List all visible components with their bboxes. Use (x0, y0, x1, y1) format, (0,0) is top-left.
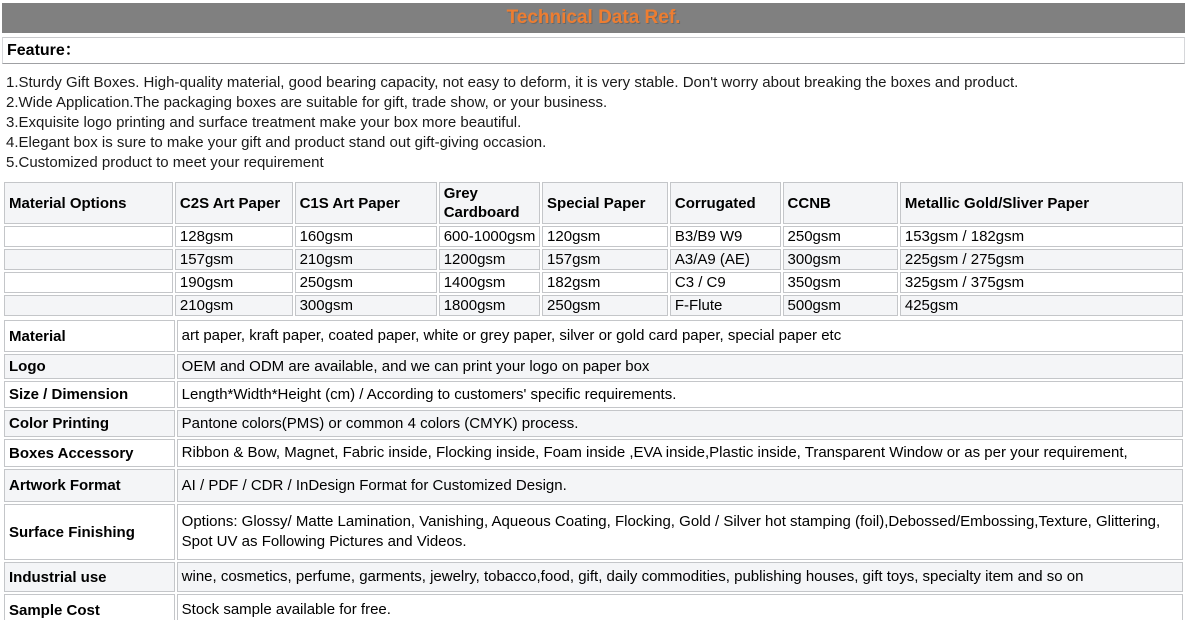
spec-label-sample-cost: Sample Cost (4, 594, 175, 620)
cell: 250gsm (542, 295, 668, 316)
cell: 120gsm (542, 226, 668, 247)
spec-value-sample-cost: Stock sample available for free. (177, 594, 1183, 620)
spec-value-size-dimension: Length*Width*Height (cm) / According to customers' specific requirements. (177, 381, 1183, 408)
spec-value-artwork-format: AI / PDF / CDR / InDesign Format for Customized Design. (177, 469, 1183, 502)
spec-value-industrial-use: wine, cosmetics, perfume, garments, jewelry, tobacco,food, gift, daily commodities, publishing houses, gift toys, specialty item and so on (177, 562, 1183, 592)
feature-heading: Feature： (2, 37, 1185, 64)
feature-item: 4.Elegant box is sure to make your gift and product stand out gift-giving occasion. (6, 134, 547, 151)
cell: 500gsm (783, 295, 898, 316)
cell: 153gsm / 182gsm (900, 226, 1183, 247)
cell (4, 295, 173, 316)
table-row (4, 562, 1183, 592)
cell: 1800gsm (439, 295, 540, 316)
cell: 160gsm (295, 226, 437, 247)
table-row (4, 295, 1183, 316)
spec-value-color-printing: Pantone colors(PMS) or common 4 colors (CMYK) process. (177, 410, 1183, 437)
cell: 300gsm (783, 249, 898, 270)
cell: 350gsm (783, 272, 898, 293)
cell (4, 226, 173, 247)
cell: 190gsm (175, 272, 293, 293)
spec-value-boxes-accessory: Ribbon & Bow, Magnet, Fabric inside, Flocking inside, Foam inside ,EVA inside,Plastic inside, Transparent Window or as per your requirement, (177, 439, 1183, 467)
table-row (4, 354, 1183, 379)
table-row (4, 320, 1183, 352)
spec-label-artwork-format: Artwork Format (4, 469, 175, 502)
cell (4, 249, 173, 270)
cell: 600-1000gsm (439, 226, 540, 247)
column-header-grey-cardboard: Grey Cardboard (439, 182, 540, 224)
spec-value-material: art paper, kraft paper, coated paper, white or grey paper, silver or gold card paper, special paper etc (177, 320, 1183, 352)
cell: 250gsm (783, 226, 898, 247)
table-row (4, 410, 1183, 437)
cell: 157gsm (542, 249, 668, 270)
spec-label-color-printing: Color Printing (4, 410, 175, 437)
column-header-material-options: Material Options (4, 182, 173, 224)
cell: 157gsm (175, 249, 293, 270)
spec-label-boxes-accessory: Boxes Accessory (4, 439, 175, 467)
cell: F-Flute (670, 295, 781, 316)
spec-label-logo: Logo (4, 354, 175, 379)
spec-label-industrial-use: Industrial use (4, 562, 175, 592)
cell: B3/B9 W9 (670, 226, 781, 247)
table-row (4, 381, 1183, 408)
column-header-corrugated: Corrugated (670, 182, 781, 224)
spec-table (2, 318, 1185, 620)
cell: C3 / C9 (670, 272, 781, 293)
table-row (4, 439, 1183, 467)
spec-value-surface-finishing: Options: Glossy/ Matte Lamination, Vanishing, Aqueous Coating, Flocking, Gold / Silver hot stamping (foil),Debossed/Embossing,Texture, Glittering, Spot UV as Following Pictures and Videos. (177, 504, 1183, 560)
table-row (4, 272, 1183, 293)
table-row (4, 249, 1183, 270)
cell: 210gsm (295, 249, 437, 270)
feature-item: 5.Customized product to meet your requirement (6, 154, 324, 171)
cell: 210gsm (175, 295, 293, 316)
feature-list (2, 64, 1185, 180)
table-row (4, 594, 1183, 620)
cell: A3/A9 (AE) (670, 249, 781, 270)
spec-label-material: Material (4, 320, 175, 352)
cell: 182gsm (542, 272, 668, 293)
spec-label-surface-finishing: Surface Finishing (4, 504, 175, 560)
feature-item: 2.Wide Application.The packaging boxes are suitable for gift, trade show, or your business. (6, 94, 608, 111)
table-header-row (4, 182, 1183, 224)
column-header-c1s-art-paper: C1S Art Paper (295, 182, 437, 224)
cell: 300gsm (295, 295, 437, 316)
cell: 425gsm (900, 295, 1183, 316)
feature-item: 1.Sturdy Gift Boxes. High-quality material, good bearing capacity, not easy to deform, it is very stable. Don't worry about breaking the boxes and product. (6, 74, 1019, 91)
cell: 225gsm / 275gsm (900, 249, 1183, 270)
spec-value-logo: OEM and ODM are available, and we can print your logo on paper box (177, 354, 1183, 379)
cell: 128gsm (175, 226, 293, 247)
column-header-ccnb: CCNB (783, 182, 898, 224)
material-options-table (2, 180, 1185, 318)
cell: 1400gsm (439, 272, 540, 293)
cell: 1200gsm (439, 249, 540, 270)
column-header-metallic-paper: Metallic Gold/Sliver Paper (900, 182, 1183, 224)
cell (4, 272, 173, 293)
feature-item: 3.Exquisite logo printing and surface treatment make your box more beautiful. (6, 114, 522, 131)
table-row (4, 469, 1183, 502)
table-row (4, 504, 1183, 560)
column-header-c2s-art-paper: C2S Art Paper (175, 182, 293, 224)
page-title: Technical Data Ref. (2, 3, 1185, 33)
column-header-special-paper: Special Paper (542, 182, 668, 224)
cell: 325gsm / 375gsm (900, 272, 1183, 293)
cell: 250gsm (295, 272, 437, 293)
table-row (4, 226, 1183, 247)
spec-label-size-dimension: Size / Dimension (4, 381, 175, 408)
